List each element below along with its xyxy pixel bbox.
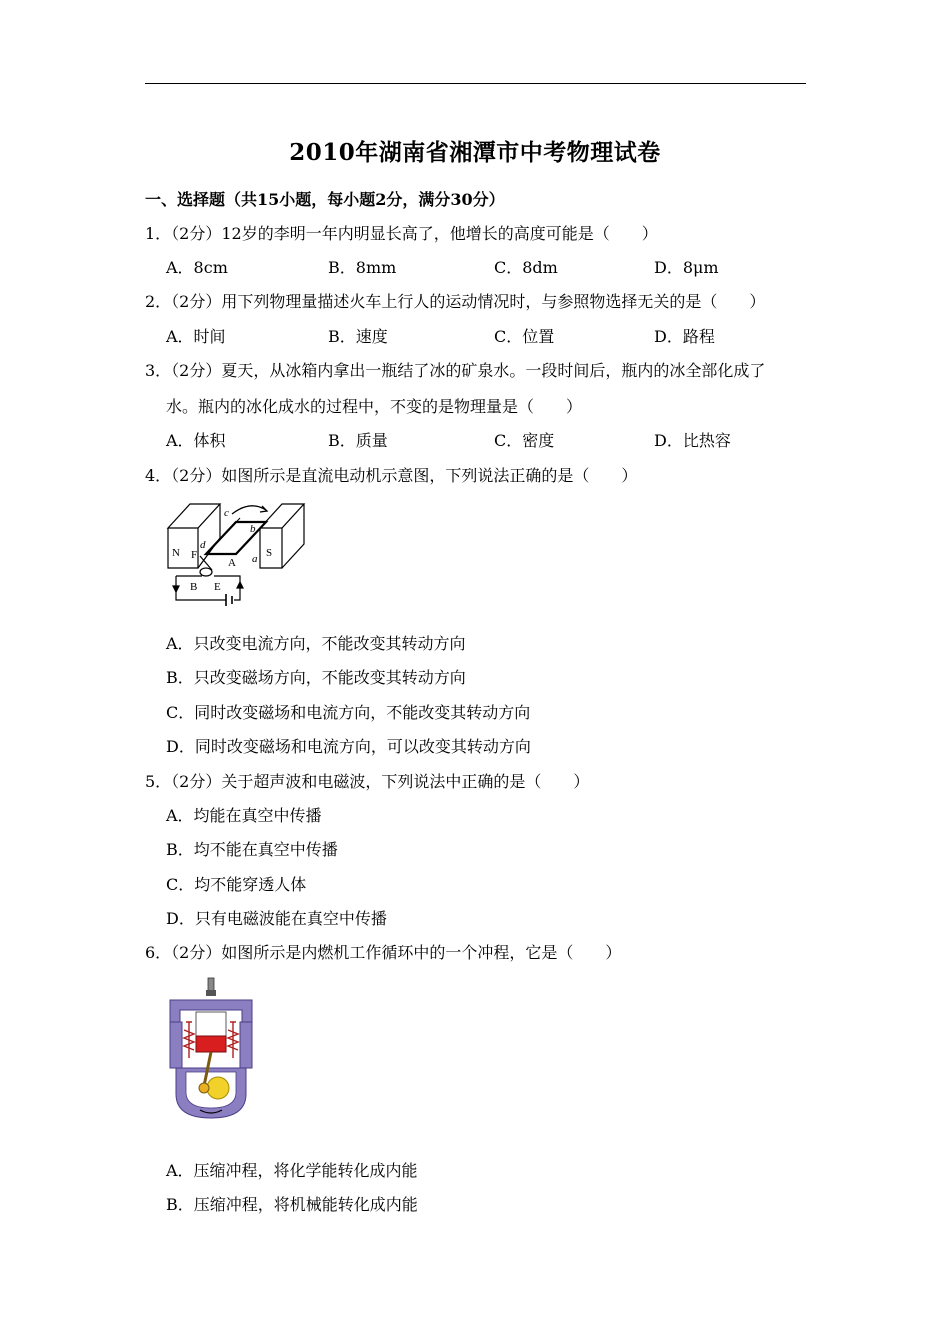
q1-option-b: B．8mm bbox=[328, 258, 397, 277]
label-b: B bbox=[190, 581, 198, 593]
q4-option-b: B．只改变磁场方向，不能改变其转动方向 bbox=[166, 668, 466, 687]
question-6-stem: 6．（2分）如图所示是内燃机工作循环中的一个冲程，它是（ ） bbox=[145, 943, 622, 962]
label-a-small: a bbox=[252, 553, 258, 565]
label-n: N bbox=[172, 547, 180, 559]
combustion-chamber bbox=[196, 1012, 226, 1036]
q5-option-a: A．均能在真空中传播 bbox=[166, 806, 322, 825]
s-magnet-top bbox=[260, 504, 304, 528]
label-a: A bbox=[228, 557, 236, 569]
question-5-stem: 5．（2分）关于超声波和电磁波，下列说法中正确的是（ ） bbox=[145, 772, 590, 791]
q5-option-c: C．均不能穿透人体 bbox=[166, 875, 307, 894]
circuit-wire bbox=[176, 576, 240, 600]
q6-option-b: B．压缩冲程，将机械能转化成内能 bbox=[166, 1195, 418, 1214]
spark-plug-base bbox=[206, 990, 216, 996]
current-arrow-right bbox=[237, 582, 243, 588]
current-arrow-left bbox=[173, 586, 179, 592]
label-b-small: b bbox=[250, 523, 256, 535]
label-c: c bbox=[224, 507, 229, 519]
piston bbox=[196, 1036, 226, 1052]
page-title: 2010年湖南省湘潭市中考物理试卷 bbox=[289, 139, 661, 166]
label-s: S bbox=[266, 547, 273, 559]
q4-option-d: D．同时改变磁场和电流方向，可以改变其转动方向 bbox=[166, 737, 531, 756]
question-4-stem: 4．（2分）如图所示是直流电动机示意图，下列说法正确的是（ ） bbox=[145, 466, 638, 485]
q5-option-d: D．只有电磁波能在真空中传播 bbox=[166, 909, 387, 928]
q3-option-a: A．体积 bbox=[166, 431, 226, 450]
commutator bbox=[200, 568, 212, 576]
q3-option-c: C．密度 bbox=[494, 431, 555, 450]
rotation-arrow bbox=[232, 506, 266, 514]
battery bbox=[226, 594, 232, 606]
engine-stroke-diagram bbox=[166, 976, 256, 1122]
q1-option-a: A．8cm bbox=[166, 258, 228, 277]
label-f: F bbox=[191, 549, 198, 561]
header-rule bbox=[145, 83, 806, 84]
q1-option-c: C．8dm bbox=[494, 258, 558, 277]
section-heading: 一、选择题（共15小题，每小题2分，满分30分） bbox=[145, 190, 505, 209]
coil-loop bbox=[206, 522, 266, 554]
coil-inner bbox=[210, 518, 240, 550]
q1-option-d: D．8μm bbox=[654, 258, 719, 277]
question-2-stem: 2．（2分）用下列物理量描述火车上行人的运动情况时，与参照物选择无关的是（ ） bbox=[145, 292, 766, 311]
crank-pin bbox=[199, 1083, 209, 1093]
flywheel bbox=[207, 1077, 229, 1099]
spark-plug bbox=[208, 978, 214, 992]
q6-option-a: A．压缩冲程，将化学能转化成内能 bbox=[166, 1161, 418, 1180]
question-3-stem-line2: 水。瓶内的冰化成水的过程中，不变的是物理量是（ ） bbox=[166, 397, 583, 416]
question-3-stem-line1: 3．（2分）夏天，从冰箱内拿出一瓶结了冰的矿泉水。一段时间后，瓶内的冰全部化成了 bbox=[145, 361, 766, 380]
q5-option-b: B．均不能在真空中传播 bbox=[166, 840, 338, 859]
q2-option-a: A．时间 bbox=[166, 327, 226, 346]
dc-motor-diagram bbox=[162, 496, 308, 608]
q3-option-d: D．比热容 bbox=[654, 431, 731, 450]
q4-option-a: A．只改变电流方向，不能改变其转动方向 bbox=[166, 634, 466, 653]
q4-option-c: C．同时改变磁场和电流方向，不能改变其转动方向 bbox=[166, 703, 531, 722]
cylinder-wall-left bbox=[170, 1022, 182, 1068]
q3-option-b: B．质量 bbox=[328, 431, 388, 450]
exhaust-valve-spring bbox=[228, 1022, 238, 1058]
q2-option-c: C．位置 bbox=[494, 327, 555, 346]
s-magnet-side bbox=[282, 504, 304, 568]
n-magnet-top bbox=[168, 504, 220, 528]
label-d: d bbox=[200, 539, 206, 551]
q2-option-d: D．路程 bbox=[654, 327, 715, 346]
intake-valve-spring bbox=[184, 1022, 194, 1058]
label-e: E bbox=[214, 581, 221, 593]
question-1-stem: 1．（2分）12岁的李明一年内明显长高了，他增长的高度可能是（ ） bbox=[145, 224, 658, 243]
cylinder-wall-right bbox=[240, 1022, 252, 1068]
q2-option-b: B．速度 bbox=[328, 327, 388, 346]
